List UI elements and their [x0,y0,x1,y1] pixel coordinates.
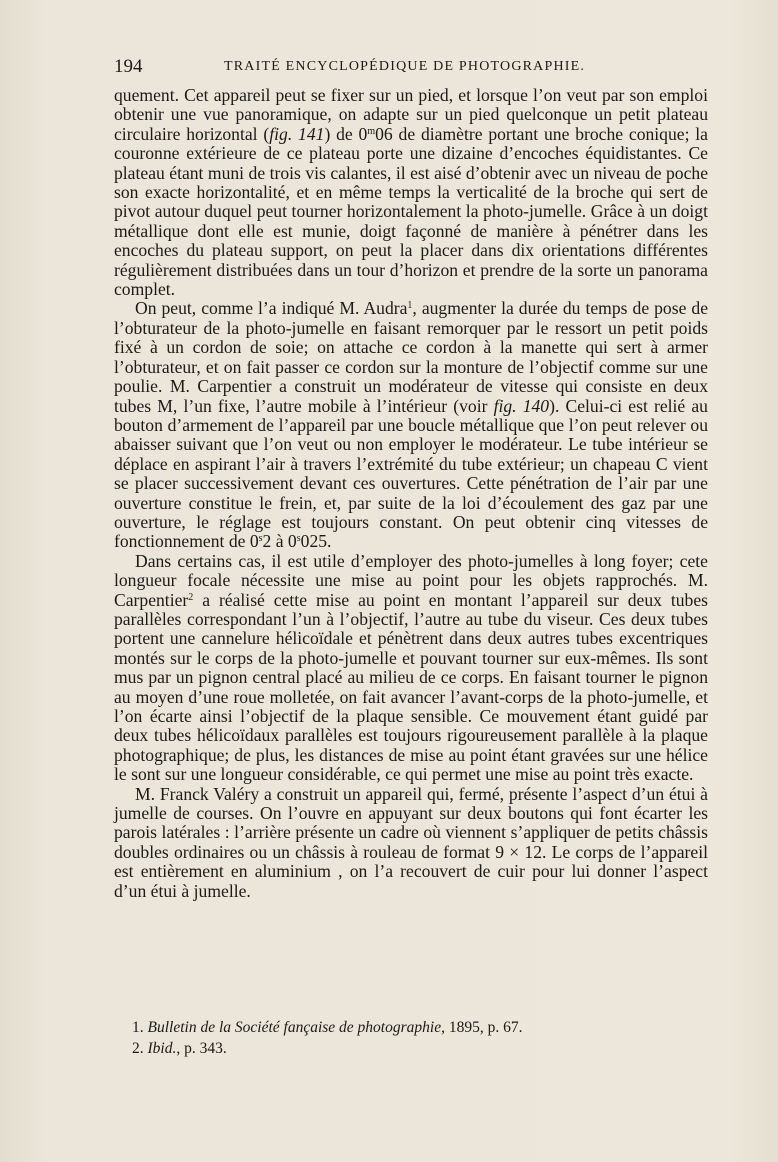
p2-text-d: 2 à 0 [262,531,297,552]
unit-superscript: m [367,125,376,137]
footnote-2 [132,1038,692,1059]
p1-text-c: 06 de diamètre portant une broche conique; la couronne extérieure de ce plateau porte une dizaine d’encoches équidistantes. Ce plateau étant muni de trois vis calantes, il est aisé d’obtenir avec un niveau de poche son exacte horizontalité, et en même temps la verticalité de la broche qui sert de pivot autour duquel peut tourner horizontalement la photo-jumelle. Grâce à un doigt métallique dont elle est munie, doigt façonné de manière à pénétrer dans les encoches du plateau support, on peut la placer dans dix orientations différentes régulièrement distribuées dans un tour d’horizon et prendre de la sorte un panorama complet. [114,123,708,300]
page-number: 194 [114,56,143,77]
p3-text-a: Dans certains cas, il est utile d’employer des photo-jumelles à long foyer; cete longueur focale nécessite une mise au point pour les objets rapprochés. M. Carpentier [114,550,708,610]
footnote-citation: , p. 343. [176,1040,227,1057]
footnote-1 [132,1017,692,1038]
unit-superscript: s [258,533,263,545]
p2-text-a: On peut, comme l’a indiqué M. Audra [135,298,408,319]
footnote-citation: , 1895, p. 67. [441,1019,523,1036]
p2-text-b: , augmenter la durée du temps de pose de l’obturateur de la photo-jumelle en faisant remorquer par le ressort un petit poids fixé à un cordon de soie; on attache ce cordon à la manette qui sert à armer l’obturateur, et on fait passer ce cordon sur la monture de l’objectif comme sur une poulie. M. Carpentier a construit un modérateur de vitesse qui consiste en deux tubes M, l’un fixe, l’autre mobile à l’intérieur (voir [114,298,709,416]
footnote-marker-1: 1 [407,300,413,312]
paragraph-3 [114,552,708,785]
p1-text-b: ) de 0 [324,123,368,144]
page-header [114,56,714,80]
body-text [114,86,708,901]
footnote-source-title: Bulletin de la Société fançaise de photographie [147,1019,442,1036]
running-title: TRAITÉ ENCYCLOPÉDIQUE DE PHOTOGRAPHIE. [224,59,586,74]
p1-text-a: quement. Cet appareil peut se fixer sur un pied, et lorsque l’on veut par son emploi obtenir une vue panoramique, on adapte sur un pied quelconque un petit plateau circulaire horizontal ( [114,85,708,144]
unit-superscript: s [296,533,301,545]
figure-reference: fig. 140 [493,395,550,416]
footnote-number: 1. [132,1019,144,1036]
footnotes [132,1017,692,1059]
footnote-marker-2: 2 [188,591,194,603]
paragraph-1 [114,86,708,299]
p3-text-b: a réalisé cette mise au point en montant l’appareil sur deux tubes parallèles correspondant l’un à l’objectif, l’autre au tube du viseur. Ces deux tubes portent une cannelure hélicoïdale et pénètrent dans deux autres tubes excentriques montés sur le corps de la photo-jumelle et pouvant tourner sur eux-mêmes. Ils sont mus par un pignon central placé au milieu de ce corps. En faisant tourner le pignon au moyen d’une roue molletée, on fait avancer l’avant-corps de la photo-jumelle, et l’on écarte ainsi l’objectif de la plaque sensible. Ce mouvement étant guidé par deux tubes hélicoïdaux parallèles est toujours rigoureusement parallèle à la plaque photographique; de plus, les distances de mise au point étant gravées sur une hélice le sont sur une longueur considérable, ce qui permet une mise au point très exacte. [114,589,708,785]
footnote-number: 2. [132,1040,144,1057]
figure-reference: fig. 141 [269,123,325,144]
paragraph-4: M. Franck Valéry a construit un appareil qui, fermé, présente l’aspect d’un étui à jumelle de courses. On l’ouvre en appuyant sur deux boutons qui font écarter les parois latérales : l’arrière présente un cadre où viennent s’appliquer de petits châssis doubles ordinaires ou un châssis à rouleau de format 9 × 12. Le corps de l’appareil est entièrement en aluminium , on l’a recouvert de cuir pour lui donner l’aspect d’un étui à jumelle. [114,783,708,901]
p2-text-c: ). Celui-ci est relié au bouton d’armement de l’appareil par une boucle métallique que l’on peut relever ou abaisser suivant que l’on veut ou non employer le modérateur. Le tube intérieur se déplace en aspirant l’air à travers l’extrémité du tube extérieur; un chapeau C vient se placer successivement devant ces ouvertures. Cette pénétration de l’air par une ouverture constitue le frein, et, par suite de la loi d’écoulement des gaz par une ouverture, le réglage est toujours constant. On peut obtenir cinq vitesses de fonctionnement de 0 [114,395,708,552]
footnote-source-title: Ibid. [147,1040,177,1057]
p2-text-e: 025. [300,531,332,552]
paragraph-2 [114,299,708,551]
